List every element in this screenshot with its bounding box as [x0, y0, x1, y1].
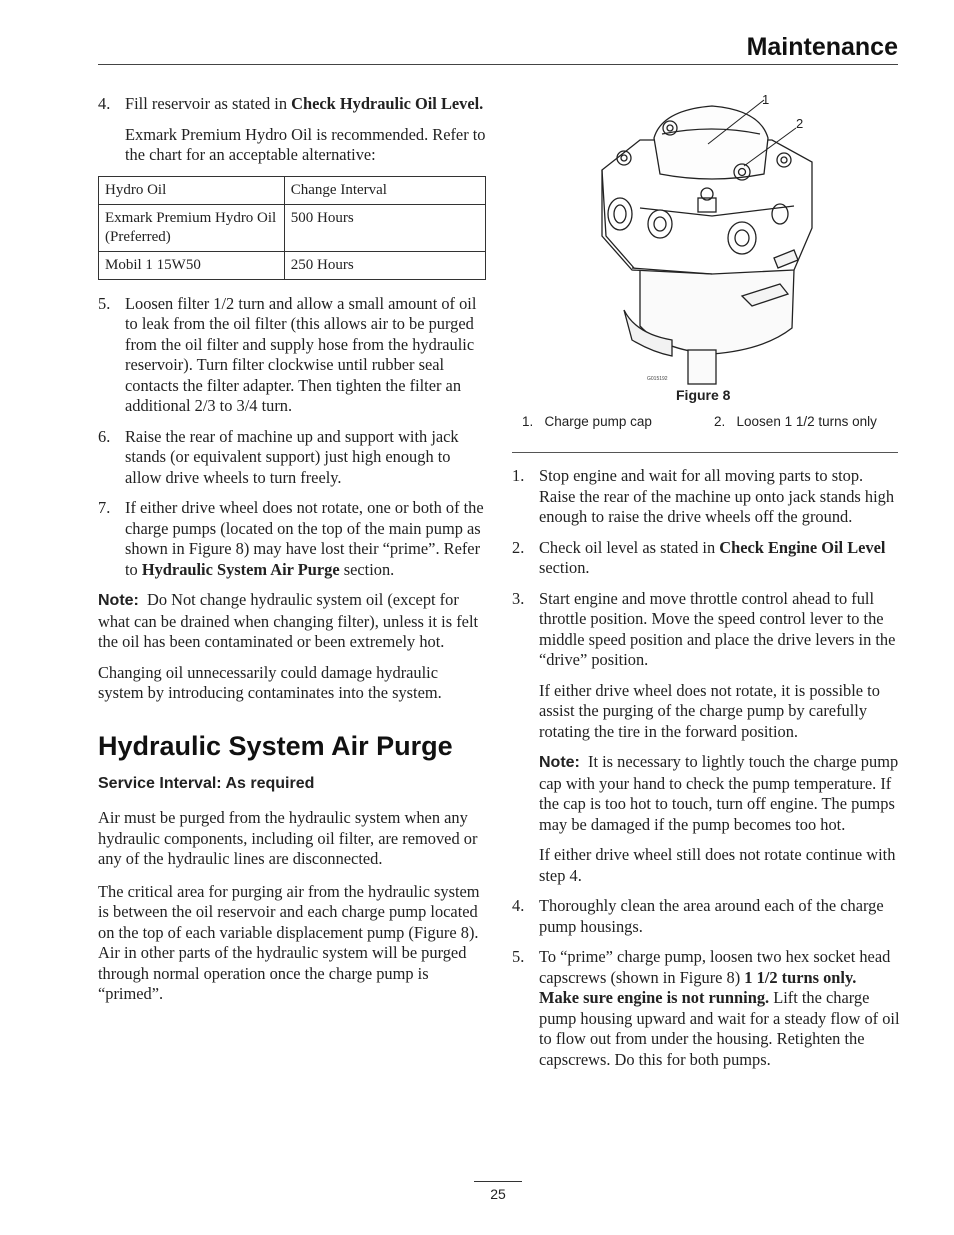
legend-number: 2. [714, 414, 726, 429]
step-2 [512, 538, 900, 579]
step-1 [512, 466, 900, 528]
step-number: 7. [98, 498, 111, 517]
note [512, 752, 900, 835]
step-7 [98, 498, 486, 580]
step-text: Loosen filter 1/2 turn and allow a small amount of oil to leak from the oil filter (this allows air to be purged from the oil filter and supply hose from the hydraulic reservoir). Turn filter clockwise until rubber seal contacts the filter adapter. Then tighten the filter an additional 2/3 to 3/4 turn. [125, 293, 477, 415]
step-number: 4. [98, 94, 111, 113]
step-warning: 1 1/2 turns only. Make sure engine is not running. [539, 967, 857, 1007]
right-column [512, 466, 900, 1080]
step-reference: Check Hydraulic Oil Level. [291, 94, 484, 113]
table-cell: 250 Hours [284, 251, 485, 279]
left-column [98, 94, 486, 1015]
table-row [99, 204, 486, 251]
note [98, 590, 486, 653]
table-cell: Mobil 1 15W50 [99, 251, 285, 279]
step-number: 4. [512, 896, 525, 915]
fill-steps [98, 94, 486, 115]
step-reference: Check Engine Oil Level [719, 537, 886, 557]
step-text: Raise the rear of machine up and support with jack stands (or equivalent support) just high enough to allow drive wheels to turn freely. [125, 426, 459, 487]
note-label: Note: [98, 592, 139, 609]
hydraulic-pump-illustration [512, 88, 900, 388]
purge-steps [512, 466, 900, 671]
table-cell: Exmark Premium Hydro Oil (Preferred) [99, 204, 285, 251]
figure-caption: Figure 8 [676, 387, 731, 403]
legend-text: Charge pump cap [544, 414, 652, 429]
note-text: Do Not change hydraulic system oil (except for what can be drained when changing filter), unless it is felt the oil has been contaminated or been extremely hot. [98, 590, 479, 651]
table-header-cell: Hydro Oil [99, 176, 285, 204]
step-text: Fill reservoir as stated in [125, 94, 292, 113]
footer-divider [474, 1181, 522, 1182]
step-text-tail: section. [339, 559, 395, 579]
step-text: To “prime” charge pump, loosen two hex socket head capscrews (shown in Figure 8) [539, 947, 891, 987]
table-row [99, 251, 486, 279]
step-text: Stop engine and wait for all moving parts to stop. Raise the rear of the machine up onto jack stands high enough to raise the drive wheels off the ground. [539, 466, 895, 526]
paragraph: The critical area for purging air from the hydraulic system is between the oil reservoir and each charge pump located on the top of each variable displacement pump (Figure 8). Air in other parts of the hydraulic system will be purged through normal operation once the charge pump is “primed”. [98, 881, 480, 1003]
paragraph: If either drive wheel still does not rotate continue with step 4. [539, 845, 896, 885]
paragraph: Changing oil unnecessarily could damage hydraulic system by introducing contaminates into the system. [98, 662, 442, 702]
oil-table [98, 176, 486, 280]
note-label: Note: [539, 754, 580, 771]
purge-steps-continued [512, 896, 900, 1070]
step-number: 6. [98, 426, 111, 446]
legend-text: Loosen 1 1/2 turns only [736, 414, 877, 429]
step-number: 5. [512, 947, 525, 966]
service-interval: Service Interval: As required [98, 774, 315, 792]
figure-divider [512, 452, 898, 453]
note-text: It is necessary to lightly touch the charge pump cap with your hand to check the pump temperature. If the cap is too hot to touch, turn off engine. The pumps may be damaged if the pump becomes too hot. [539, 752, 899, 834]
step-3 [512, 589, 900, 671]
section-title: Hydraulic System Air Purge [98, 730, 453, 761]
header-divider [98, 64, 898, 65]
step-5 [512, 947, 900, 1070]
step-reference: Hydraulic System Air Purge [141, 559, 340, 579]
table-header-cell: Change Interval [284, 176, 485, 204]
page-header-title: Maintenance [746, 33, 898, 61]
step-4 [98, 94, 486, 115]
step-text: Check oil level as stated in [539, 537, 720, 557]
step-6 [98, 427, 486, 489]
step-text-tail: section. [539, 558, 590, 577]
drawing-code: G015192 [647, 376, 668, 382]
paragraph: If either drive wheel does not rotate, it is possible to assist the purging of the charge pump by carefully rotating the tire in the forward position. [539, 680, 880, 741]
paragraph: Air must be purged from the hydraulic system when any hydraulic components, including oil filter, are removed or any of the hydraulic lines are disconnected. [98, 808, 478, 868]
callout-2: 2 [796, 116, 804, 131]
callout-1: 1 [762, 92, 770, 107]
table-cell: 500 Hours [284, 204, 485, 251]
step-text: Start engine and move throttle control ahead to full throttle position. Move the speed control lever to the middle speed position and place the drive levers in the “drive” position. [539, 588, 896, 669]
legend-number: 1. [522, 414, 534, 429]
step-text: If either drive wheel does not rotate, one or both of the charge pumps (located on the top of the main pump as shown in Figure 8) may have lost their “prime”. Refer to [125, 498, 484, 579]
legend-item-1 [522, 414, 652, 429]
table-header-row [99, 176, 486, 204]
step-4 [512, 896, 900, 937]
step-number: 5. [98, 293, 111, 313]
page-number: 25 [490, 1186, 506, 1202]
filter-steps [98, 294, 486, 581]
step-number: 2. [512, 537, 525, 557]
step-text: Thoroughly clean the area around each of the charge pump housings. [539, 896, 884, 936]
oil-recommendation: Exmark Premium Hydro Oil is recommended. Refer to the chart for an acceptable alternative: [125, 124, 486, 164]
step-number: 3. [512, 588, 525, 608]
legend-item-2 [714, 414, 877, 429]
step-text-tail: Lift the charge pump housing upward and wait for a steady flow of oil to flow out from under the housing. Retighten the capscrews. Do this for both pumps. [539, 988, 900, 1069]
step-5 [98, 294, 486, 417]
step-number: 1. [512, 466, 525, 485]
